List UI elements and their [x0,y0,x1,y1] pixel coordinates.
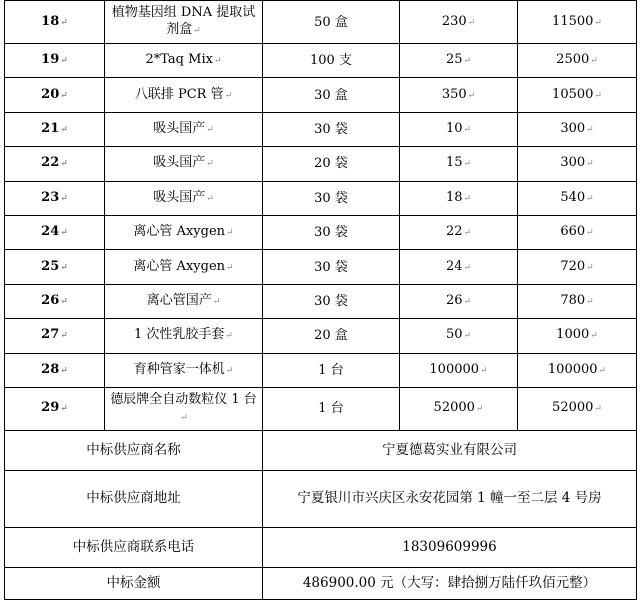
paragraph-mark: ↵ [206,193,214,204]
item-name: 八联排 PCR 管↵ [105,78,263,112]
item-unit-price: 26↵ [400,284,518,318]
supplier-address-row [5,470,637,527]
table-row [5,1,637,44]
item-total: 52000↵ [518,387,637,430]
item-unit-price: 15↵ [400,147,518,181]
paragraph-mark: ↵ [590,56,598,67]
paragraph-mark: ↵ [225,365,234,376]
paragraph-mark: ↵ [463,124,472,135]
item-total: 11500↵ [518,1,637,44]
paragraph-mark: ↵ [226,228,234,239]
table-row [5,112,637,146]
item-quantity: 50 盒 [263,1,400,44]
table-row [5,215,637,249]
supplier-phone-row [5,527,637,567]
item-quantity: 30 盒 [263,78,400,112]
paragraph-mark: ↵ [60,90,68,101]
item-unit-price: 52000↵ [400,387,518,430]
paragraph-mark: ↵ [586,228,594,239]
item-quantity: 30 袋 [263,250,400,284]
item-name: 吸头国产↵ [105,147,263,181]
row-number: 26↵ [5,284,105,318]
paragraph-mark: ↵ [586,193,594,204]
row-number: 25↵ [5,250,105,284]
paragraph-mark: ↵ [180,412,188,423]
paragraph-mark: ↵ [594,17,602,28]
item-name: 德辰牌全自动数粒仪 1 台↵ [105,387,263,430]
row-number: 27↵ [5,319,105,353]
item-name: 吸头国产↵ [105,112,263,146]
row-number: 23↵ [5,181,105,215]
row-number: 19↵ [5,44,105,78]
supplier-phone-value: 18309609996 [263,527,637,567]
supplier-phone-label: 中标供应商联系电话 [5,527,263,567]
item-unit-price: 22↵ [400,215,518,249]
paragraph-mark: ↵ [590,331,598,342]
paragraph-mark: ↵ [586,296,594,307]
paragraph-mark: ↵ [467,17,476,28]
item-total: 780↵ [518,284,637,318]
table-row [5,387,637,430]
item-name: 2*Taq Mix↵ [105,44,263,78]
paragraph-mark: ↵ [60,228,68,239]
supplier-name-label: 中标供应商名称 [5,430,263,470]
paragraph-mark: ↵ [60,159,68,170]
item-unit-price: 350↵ [400,78,518,112]
item-total: 300↵ [518,112,637,146]
item-unit-price: 10↵ [400,112,518,146]
paragraph-mark: ↵ [206,124,214,135]
bid-items-table [4,0,637,600]
paragraph-mark: ↵ [463,159,472,170]
paragraph-mark: ↵ [60,404,68,415]
row-number: 20↵ [5,78,105,112]
item-total: 2500↵ [518,44,637,78]
paragraph-mark: ↵ [60,296,68,307]
paragraph-mark: ↵ [60,17,68,28]
paragraph-mark: ↵ [60,193,68,204]
item-quantity: 1 台 [263,353,400,387]
paragraph-mark: ↵ [60,365,68,376]
item-quantity: 30 袋 [263,181,400,215]
row-number: 24↵ [5,215,105,249]
supplier-address-value: 宁夏银川市兴庆区永安花园第 1 幢一至二层 4 号房 [263,470,637,527]
paragraph-mark: ↵ [225,331,233,342]
table-row [5,250,637,284]
row-number: 29↵ [5,387,105,430]
paragraph-mark: ↵ [60,124,68,135]
paragraph-mark: ↵ [463,262,472,273]
paragraph-mark: ↵ [226,262,234,273]
paragraph-mark: ↵ [586,262,594,273]
paragraph-mark: ↵ [60,262,68,273]
paragraph-mark: ↵ [463,193,472,204]
paragraph-mark: ↵ [586,124,594,135]
table-row [5,147,637,181]
item-total: 660↵ [518,215,637,249]
paragraph-mark: ↵ [467,90,476,101]
item-unit-price: 230↵ [400,1,518,44]
paragraph-mark: ↵ [224,90,233,101]
table-row [5,353,637,387]
table-row [5,44,637,78]
paragraph-mark: ↵ [193,26,201,36]
paragraph-mark: ↵ [60,331,68,342]
paragraph-mark: ↵ [212,296,221,307]
item-total: 10500↵ [518,78,637,112]
table-row [5,78,637,112]
row-number: 18↵ [5,1,105,44]
item-unit-price: 25↵ [400,44,518,78]
item-name: 1 次性乳胶手套↵ [105,319,263,353]
table-row [5,181,637,215]
supplier-name-row [5,430,637,470]
paragraph-mark: ↵ [213,56,222,67]
item-total: 100000↵ [518,353,637,387]
bid-amount-row [5,567,637,599]
supplier-address-label: 中标供应商地址 [5,470,263,527]
item-unit-price: 100000↵ [400,353,518,387]
paragraph-mark: ↵ [475,404,484,415]
item-name: 吸头国产↵ [105,181,263,215]
row-number: 21↵ [5,112,105,146]
item-name: 离心管国产↵ [105,284,263,318]
paragraph-mark: ↵ [598,365,607,376]
item-quantity: 30 袋 [263,112,400,146]
item-quantity: 100 支 [263,44,400,78]
item-name: 育种管家一体机↵ [105,353,263,387]
row-number: 28↵ [5,353,105,387]
item-total: 720↵ [518,250,637,284]
table-row [5,319,637,353]
item-unit-price: 18↵ [400,181,518,215]
paragraph-mark: ↵ [463,331,472,342]
item-quantity: 30 袋 [263,215,400,249]
item-quantity: 20 盒 [263,319,400,353]
paragraph-mark: ↵ [463,228,472,239]
paragraph-mark: ↵ [463,56,472,67]
table-row [5,284,637,318]
item-name: 植物基因组 DNA 提取试剂盒↵ [105,1,263,44]
paragraph-mark: ↵ [586,159,594,170]
item-name: 离心管 Axygen↵ [105,215,263,249]
paragraph-mark: ↵ [463,296,472,307]
bid-amount-value: 486900.00 元（大写：肆拾捌万陆仟玖佰元整） [263,567,637,599]
item-total: 540↵ [518,181,637,215]
paragraph-mark: ↵ [206,159,214,170]
item-name: 离心管 Axygen↵ [105,250,263,284]
item-quantity: 20 袋 [263,147,400,181]
paragraph-mark: ↵ [594,404,602,415]
row-number: 22↵ [5,147,105,181]
item-quantity: 1 台 [263,387,400,430]
item-unit-price: 50↵ [400,319,518,353]
item-total: 1000↵ [518,319,637,353]
item-quantity: 30 袋 [263,284,400,318]
item-unit-price: 24↵ [400,250,518,284]
bid-amount-label: 中标金额 [5,567,263,599]
paragraph-mark: ↵ [594,90,602,101]
paragraph-mark: ↵ [60,56,68,67]
item-total: 300↵ [518,147,637,181]
paragraph-mark: ↵ [480,365,488,376]
supplier-name-value: 宁夏德葛实业有限公司 [263,430,637,470]
